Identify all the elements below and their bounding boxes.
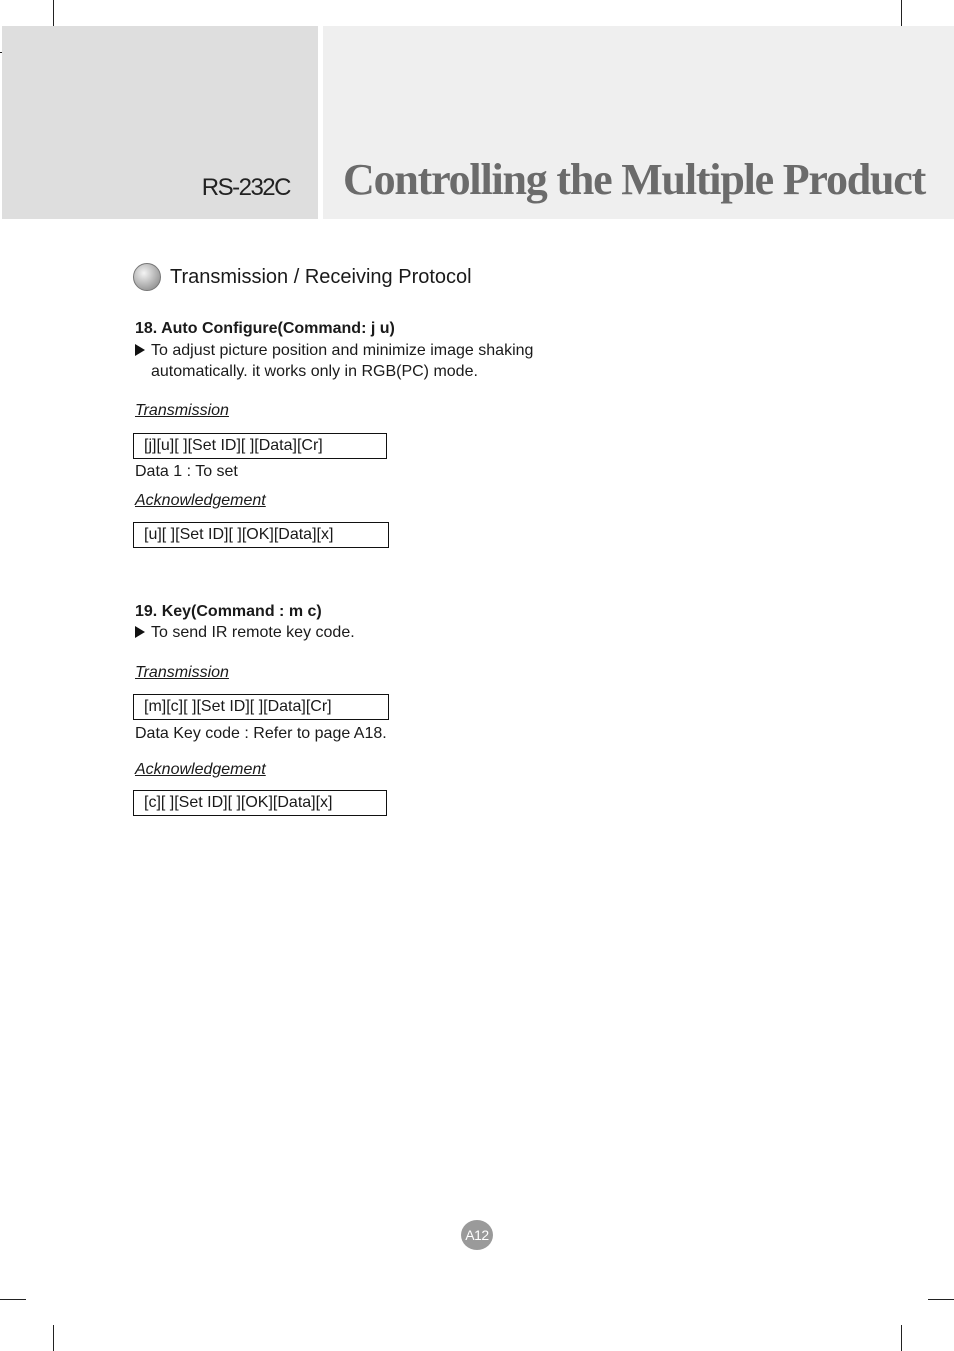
crop-mark xyxy=(901,0,902,26)
section-label: RS-232C xyxy=(201,174,290,201)
acknowledgement-code-box xyxy=(133,522,389,548)
acknowledgement-label: Acknowledgement xyxy=(135,761,266,778)
protocol-heading-title: Transmission / Receiving Protocol xyxy=(170,265,472,288)
transmission-code-box xyxy=(133,433,387,459)
acknowledgement-code-box xyxy=(133,790,387,816)
acknowledgement-label: Acknowledgement xyxy=(135,492,266,509)
command-description-text: To adjust picture position and minimize image shaking automatically. it works only in RGB(PC) mode. xyxy=(151,342,534,380)
crop-mark xyxy=(0,1299,26,1300)
acknowledgement-code: [u][ ][Set ID][ ][OK][Data][x] xyxy=(144,526,334,543)
transmission-code: [j][u][ ][Set ID][ ][Data][Cr] xyxy=(144,437,323,454)
command-description xyxy=(135,622,571,643)
page-number-badge: A12 xyxy=(461,1220,493,1250)
page-title: Controlling the Multiple Product xyxy=(343,155,926,204)
transmission-code: [m][c][ ][Set ID][ ][Data][Cr] xyxy=(144,698,332,715)
header-section-panel xyxy=(2,26,318,219)
arrow-right-icon xyxy=(135,626,145,638)
transmission-label: Transmission xyxy=(135,664,229,681)
command-title: 18. Auto Configure(Command: j u) xyxy=(135,320,395,337)
command-title: 19. Key(Command : m c) xyxy=(135,603,322,620)
crop-mark xyxy=(53,0,54,26)
crop-mark xyxy=(928,1299,954,1300)
command-description xyxy=(135,340,571,382)
arrow-right-icon xyxy=(135,344,145,356)
protocol-heading xyxy=(133,262,472,292)
data-note: Data 1 : To set xyxy=(135,463,238,480)
acknowledgement-code: [c][ ][Set ID][ ][OK][Data][x] xyxy=(144,794,333,811)
transmission-code-box xyxy=(133,694,389,720)
transmission-label: Transmission xyxy=(135,402,229,419)
header-title-panel xyxy=(323,26,954,219)
command-description-text: To send IR remote key code. xyxy=(151,624,355,641)
data-note: Data Key code : Refer to page A18. xyxy=(135,725,387,742)
crop-mark xyxy=(53,1325,54,1351)
crop-mark xyxy=(901,1325,902,1351)
sphere-bullet-icon xyxy=(133,263,161,291)
